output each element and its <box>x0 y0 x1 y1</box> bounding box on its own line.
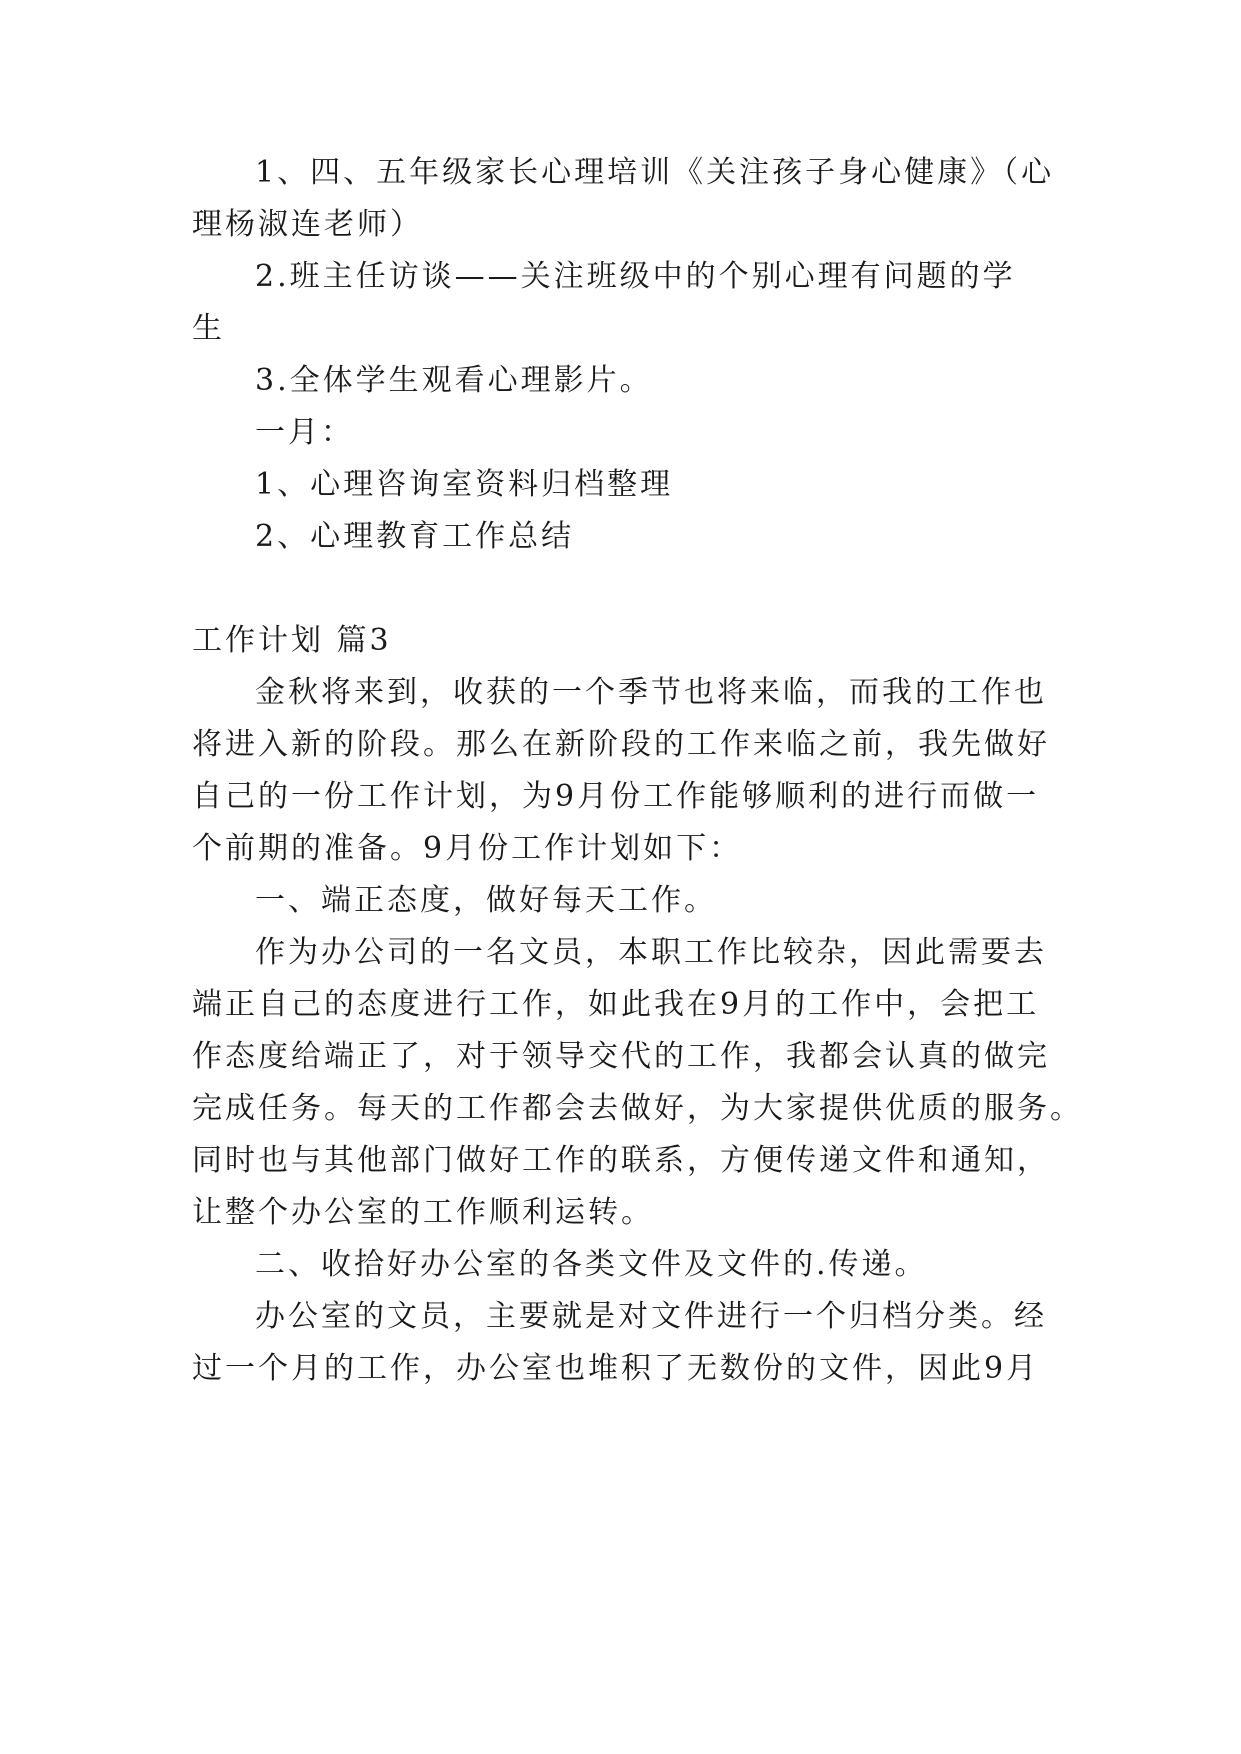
paragraph-line: 让整个办公室的工作顺利运转。 <box>192 1195 654 1230</box>
section-title: 工作计划 篇3 <box>192 623 392 658</box>
paragraph-line: 2.班主任访谈——关注班级中的个别心理有问题的学 <box>255 259 1016 294</box>
paragraph-line: 端正自己的态度进行工作，如此我在9月的工作中，会把工 <box>192 987 1040 1022</box>
paragraph-line: 生 <box>192 311 225 346</box>
paragraph-line: 完成任务。每天的工作都会去做好，为大家提供优质的服务。 <box>192 1091 1083 1126</box>
paragraph-line: 个前期的准备。9月份工作计划如下： <box>192 831 743 866</box>
paragraph-line: 自己的一份工作计划，为9月份工作能够顺利的进行而做一 <box>192 779 1040 814</box>
paragraph-line: 1、四、五年级家长心理培训《关注孩子身心健康》（心 <box>255 155 1055 190</box>
paragraph-line: 作为办公司的一名文员，本职工作比较杂，因此需要去 <box>255 935 1047 970</box>
paragraph-line: 理杨淑连老师） <box>192 207 423 242</box>
paragraph-line: 作态度给端正了，对于领导交代的工作，我都会认真的做完 <box>192 1039 1050 1074</box>
paragraph-line: 同时也与其他部门做好工作的联系，方便传递文件和通知， <box>192 1143 1050 1178</box>
paragraph-line: 办公室的文员，主要就是对文件进行一个归档分类。经 <box>255 1299 1047 1334</box>
paragraph-line: 金秋将来到，收获的一个季节也将来临，而我的工作也 <box>255 675 1047 710</box>
paragraph-line: 将进入新的阶段。那么在新阶段的工作来临之前，我先做好 <box>192 727 1050 762</box>
paragraph-line: 2、心理教育工作总结 <box>255 519 575 554</box>
paragraph-line: 一月： <box>255 415 354 450</box>
paragraph-line: 过一个月的工作，办公室也堆积了无数份的文件，因此9月 <box>192 1351 1040 1386</box>
paragraph-line: 3.全体学生观看心理影片。 <box>255 363 653 398</box>
paragraph-line: 1、心理咨询室资料归档整理 <box>255 467 674 502</box>
paragraph-line: 二、收拾好办公室的各类文件及文件的.传递。 <box>255 1247 928 1282</box>
paragraph-line: 一、端正态度，做好每天工作。 <box>255 883 717 918</box>
